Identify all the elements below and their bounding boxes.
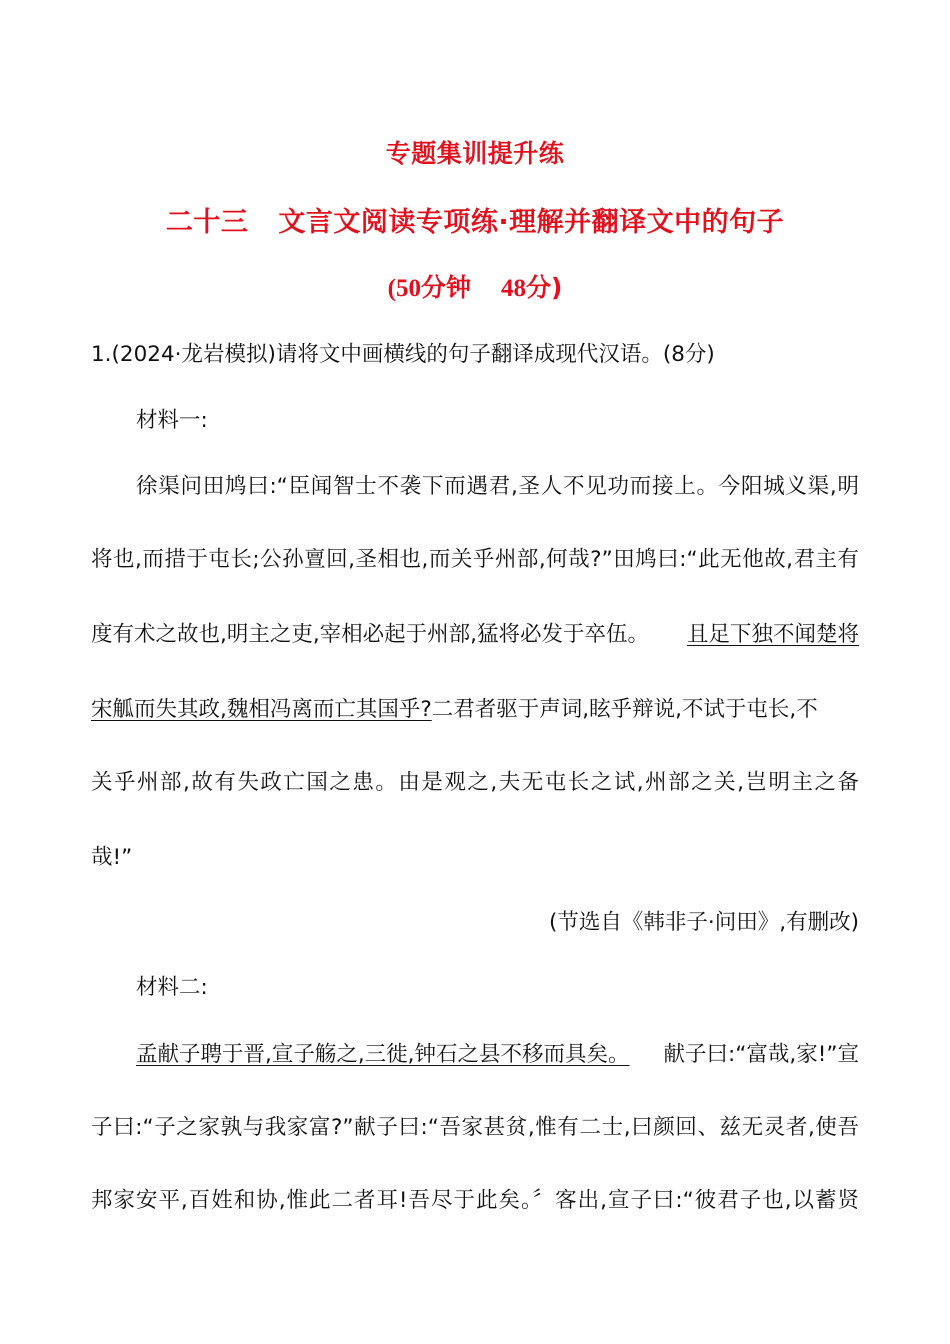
- material1-line: 徐渠问田鸠曰:“臣闻智士不袭下而遇君,圣人不见功而接上。今阳城义渠,明: [136, 474, 859, 499]
- material1-text: 度有术之故也,明主之吏,宰相必起于州部,猛将必发于卒伍。: [91, 622, 650, 647]
- material1-line: [91, 695, 859, 725]
- underlined-sentence-1b: 宋觚而失其政,魏相冯离而亡其国乎?: [91, 697, 432, 722]
- material2-label: 材料二:: [136, 975, 208, 1000]
- material1-line: [91, 620, 859, 650]
- material2-line: [136, 1040, 859, 1070]
- unit-title: 文言文阅读专项练·理解并翻译文中的句子: [278, 207, 785, 238]
- material1-label: 材料一:: [136, 408, 208, 433]
- time-score-open: (: [387, 275, 396, 302]
- total-score: 48: [500, 275, 526, 302]
- time-score: [0, 268, 950, 304]
- underlined-sentence-1a: 且足下独不闻楚将: [686, 622, 859, 647]
- material1-line: 关乎州部,故有失政亡国之患。由是观之,夫无屯长之试,州部之关,岂明主之备: [91, 770, 859, 795]
- material1-line: 哉!”: [91, 845, 133, 870]
- material2-line: 邦家安平,百姓和协,惟此二者耳!吾尽于此矣。〞客出,宣子曰:“彼君子也,以蓄贤: [91, 1188, 859, 1213]
- underlined-sentence-2: 孟献子聘于晋,宣子觞之,三徙,钟石之县不移而具矣。: [136, 1042, 630, 1067]
- time-minutes: 50: [395, 275, 421, 302]
- material1-source: (节选自《韩非子·问田》,有删改): [549, 910, 859, 935]
- material2-text: 献子曰:“富哉,家!”宣: [663, 1042, 859, 1067]
- material1-text: 二君者驱于声词,眩乎辩说,不试于屯长,不: [431, 697, 818, 722]
- unit-number: 二十三: [165, 207, 249, 238]
- unit-heading: [0, 200, 950, 239]
- material2-line: 子曰:“子之家孰与我家富?”献子曰:“吾家甚贫,惟有二士,曰颜回、兹无灵者,使吾: [91, 1115, 859, 1140]
- score-unit: 分): [525, 273, 563, 302]
- time-minutes-unit: 分钟: [420, 273, 471, 302]
- series-title: 专题集训提升练: [385, 139, 565, 168]
- question-prompt: 1.(2024·龙岩模拟)请将文中画横线的句子翻译成现代汉语。(8分): [91, 342, 715, 367]
- material1-line: 将也,而措于屯长;公孙亶回,圣相也,而关乎州部,何哉?”田鸠曰:“此无他故,君主有: [91, 547, 859, 572]
